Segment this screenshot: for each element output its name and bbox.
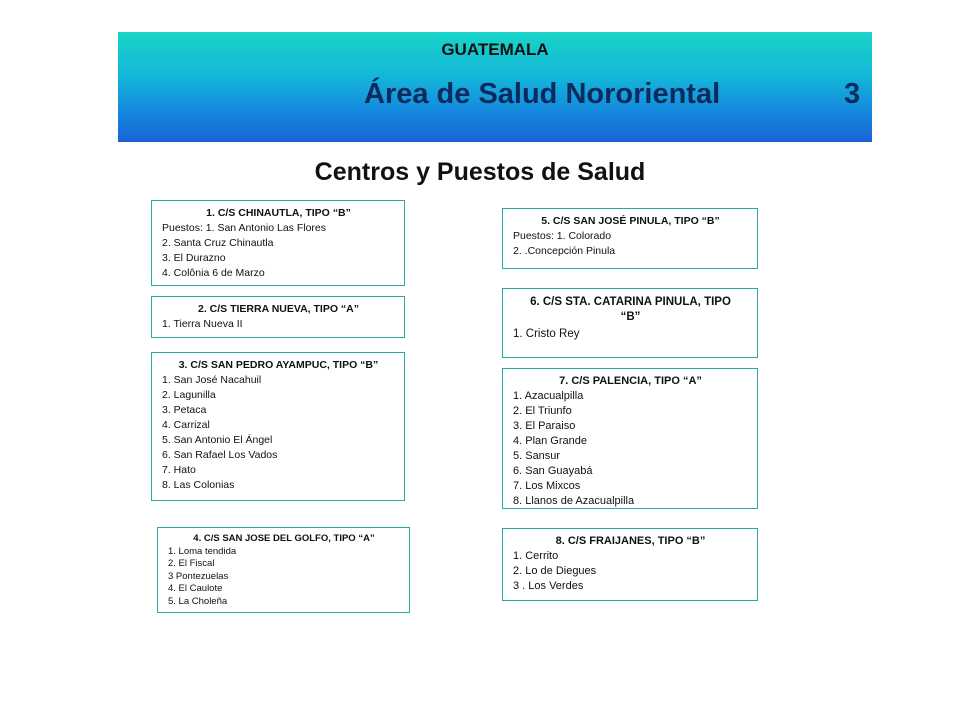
post-item: 6. San Guayabá: [513, 465, 593, 477]
post-item: 8. Las Colonias: [162, 479, 235, 491]
post-item: 5. Sansur: [513, 450, 561, 462]
post-item: 3. El Paraiso: [513, 420, 576, 432]
center-title-type: “B”: [620, 311, 641, 323]
post-item: 1. Azacualpilla: [513, 390, 584, 402]
post-item: 1. Cerrito: [513, 550, 559, 562]
post-item: 3 . Los Verdes: [513, 580, 584, 592]
post-item: 4. Carrizal: [162, 419, 210, 431]
country-label: GUATEMALA: [441, 40, 549, 59]
center-title: 1. C/S CHINAUTLA, TIPO “B”: [206, 207, 351, 219]
center-title: 8. C/S FRAIJANES, TIPO “B”: [555, 535, 706, 547]
center-title: 4. C/S SAN JOSE DEL GOLFO, TIPO “A”: [193, 533, 375, 544]
center-box-sta-catarina-pinula: [502, 288, 758, 358]
post-item: 8. Llanos de Azacualpilla: [513, 495, 635, 507]
area-title: Área de Salud Nororiental: [364, 78, 721, 110]
post-item: 3. Petaca: [162, 404, 207, 416]
center-box-san-pedro-ayampuc: [151, 352, 405, 501]
post-item: 7. Hato: [162, 464, 196, 476]
center-title: 7. C/S PALENCIA, TIPO “A”: [559, 375, 702, 387]
post-item: Puestos: 1. San Antonio Las Flores: [162, 222, 327, 234]
post-item: 2. Santa Cruz Chinautla: [162, 237, 274, 249]
post-item: 6. San Rafael Los Vados: [162, 449, 278, 461]
center-title: 6. C/S STA. CATARINA PINULA, TIPO: [530, 296, 731, 308]
center-box-chinautla: [151, 200, 405, 286]
area-number: 3: [844, 78, 861, 110]
post-item: 2. El Triunfo: [513, 405, 572, 417]
post-item: 4. Plan Grande: [513, 435, 587, 447]
center-box-palencia: [502, 368, 758, 509]
post-item: 2. .Concepción Pinula: [513, 245, 616, 257]
center-title: 2. C/S TIERRA NUEVA, TIPO “A”: [197, 303, 360, 315]
center-box-fraijanes: [502, 528, 758, 601]
center-title: 3. C/S SAN PEDRO AYAMPUC, TIPO “B”: [178, 359, 379, 371]
center-box-tierra-nueva: [151, 296, 405, 338]
post-item: 3 Pontezuelas: [168, 570, 229, 582]
post-item: 7. Los Mixcos: [513, 480, 581, 492]
page-subtitle: Centros y Puestos de Salud: [314, 158, 646, 186]
post-item: 2. Lo de Diegues: [513, 565, 597, 577]
post-item: 2. El Fiscal: [168, 558, 215, 569]
post-item: 3. El Durazno: [162, 252, 226, 264]
post-item: Puestos: 1. Colorado: [513, 230, 612, 242]
post-item: 2. Lagunilla: [162, 389, 216, 401]
post-item: 4. Colônia 6 de Marzo: [162, 267, 265, 279]
post-item: 4. El Caulote: [168, 583, 223, 594]
post-item: 1. Cristo Rey: [513, 328, 580, 340]
post-item: 5. La Choleña: [168, 595, 228, 607]
center-box-san-jose-pinula: [502, 208, 758, 269]
header-banner: [118, 32, 872, 142]
post-item: 5. San Antonio El Ángel: [162, 434, 273, 446]
post-item: 1. San José Nacahuil: [162, 374, 262, 386]
post-item: 1. Loma tendida: [168, 545, 237, 557]
center-box-san-jose-del-golfo: [157, 527, 410, 613]
center-title: 5. C/S SAN JOSÉ PINULA, TIPO “B”: [541, 215, 720, 227]
post-item: 1. Tierra Nueva II: [162, 318, 243, 330]
